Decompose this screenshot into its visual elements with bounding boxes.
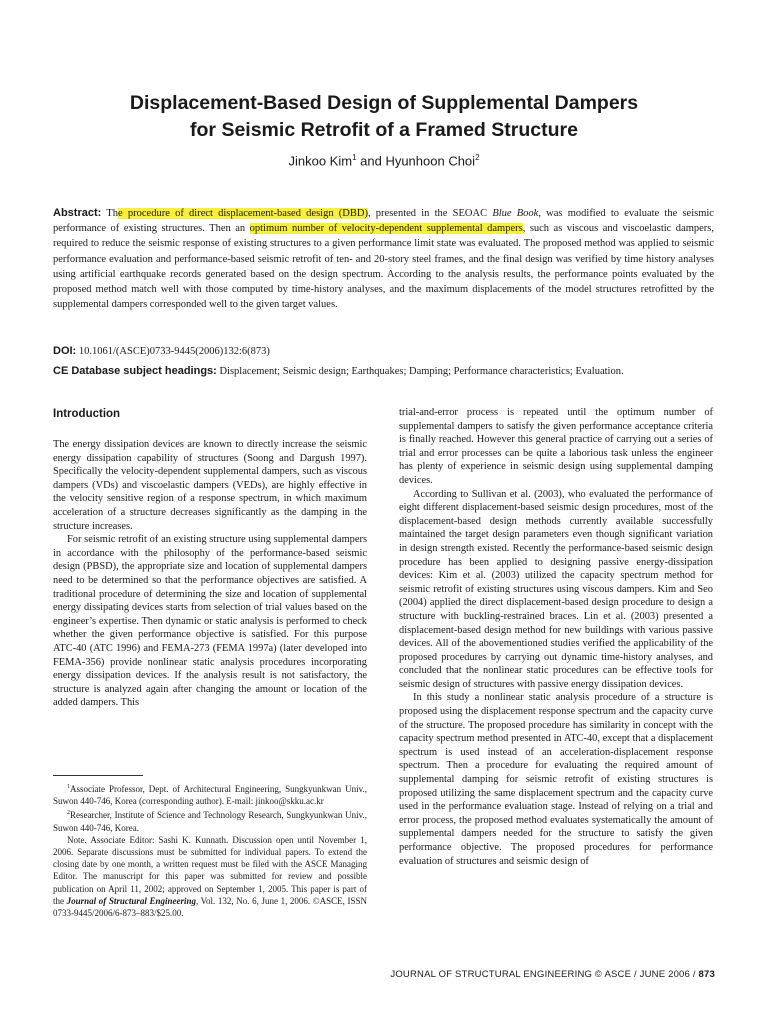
author-conjunction: and xyxy=(356,153,386,169)
footnote-2-mark: 2 xyxy=(67,810,70,817)
footnote-divider xyxy=(53,775,143,776)
doi-value: 10.1061/(ASCE)0733-9445(2006)132:6(873) xyxy=(76,346,270,357)
intro-paragraph-2: For seismic retrofit of an existing structure using supplemental dampers in accordance with the philosophy of the performance-based seismic design (PBSD), the appropriate size and location of supplemental dampers need to be determined so that the performance objectives are satisfied. A traditional procedure of determining the size and location of supplemental energy dissipating devices starts from selection of trial values based on the engineer’s expertise. Then dynamic or static analysis is performed to check whether the given performance objective is satisfied. For this purpose ATC-40 (ATC 1996) and FEMA-273 (FEMA 1997a) (later developed into FEMA-356) provide nonlinear static analysis procedures incorporating energy dissipation devices. If the analysis result is not satisfactory, the structure is analyzed again after changing the amount or location of the added dampers. This xyxy=(53,534,367,709)
footnotes xyxy=(53,781,367,919)
subject-headings xyxy=(53,365,714,377)
editorial-note-journal: Journal of Structural Engineering xyxy=(66,895,196,906)
section-heading-introduction: Introduction xyxy=(53,408,121,420)
page-number: 873 xyxy=(698,969,715,980)
footnote-1-text: Associate Professor, Dept. of Architectural Engineering, Sungkyunkwan Univ., Suwon 440-746, Korea (corresponding author). E-mail: jinkoo@skku.ac.kr xyxy=(53,784,367,807)
editorial-note-text: Note. Associate Editor: Sashi K. Kunnath. Discussion open until November 1, 2006. Separate discussions must be submitted for individual papers. To extend the closing date by one month, a written request must be filed with the ASCE Managing Editor. The manuscript for this paper was submitted for review and possible publication on April 11, 2002; approved on September 1, 2005. This paper is part of the xyxy=(53,834,367,906)
subject-headings-value: Displacement; Seismic design; Earthquakes; Damping; Performance characteristics; Evaluation. xyxy=(216,366,624,377)
doi-line xyxy=(53,345,714,357)
abstract-highlight-2: optimum number of velocity-dependent supplemental dampers xyxy=(249,223,523,235)
editorial-note-citation: , Vol. 132, No. 6, June 1, 2006. ©ASCE, ISSN 0733-9445/2006/6-873–883/$25.00. xyxy=(53,895,367,919)
abstract-highlight-1: e procedure of direct displacement-based design (DBD) xyxy=(118,208,368,219)
page-footer xyxy=(390,969,715,980)
title-line-2: for Seismic Retrofit of a Framed Structure xyxy=(190,119,578,141)
intro-paragraph-1: The energy dissipation devices are known to directly increase the seismic energy dissipation capability of structures (Soong and Dargush 1997). Specifically the velocity-dependent supplemental dampers, such as viscous dampers (VDs) and viscoelastic dampers (VEDs), are highly effective in the velocity sensitive region of a response spectrum, in which maximum acceleration of a structure decreases significantly as the damping in the structure increases. xyxy=(53,439,367,532)
footer-journal: JOURNAL OF STRUCTURAL ENGINEERING © ASCE / JUNE 2006 / xyxy=(390,969,699,980)
author-1: Jinkoo Kim xyxy=(288,153,353,169)
right-column-body xyxy=(399,406,713,868)
right-paragraph-1: trial-and-error process is repeated until the optimum number of supplemental dampers to satisfy the given performance acceptance criteria is finally reached. However this general practice of carrying out a series of trial and error processes can be quite a laborious task unless the engineer has plenty of experience in seismic design using supplemental damping devices. xyxy=(399,407,713,486)
paper-title xyxy=(0,90,768,144)
author-2-affiliation-mark: 2 xyxy=(475,153,480,162)
abstract xyxy=(53,206,714,312)
right-paragraph-3: In this study a nonlinear static analysis procedure of a structure is proposed using the displacement response spectrum and the capacity curve of the structure. The proposed procedure has similarity in concept with the capacity spectrum method presented in ATC-40, except that a displacement spectrum is used instead of an acceleration-displacement response spectrum. Then a procedure for evaluating the required amount of supplemental damping for seismic retrofit of existing structures is proposed utilizing the same displacement spectrum and the capacity curve used in the performance evaluation stage. Instead of relying on a trial and error process, the proposed method evaluates systematically the amount of supplemental dampers needed for the structure to satisfy the given performance objective. The proposed procedures for performance evaluation of structures and seismic design of xyxy=(399,692,713,867)
editorial-note xyxy=(53,834,367,919)
abstract-label: Abstract: xyxy=(53,207,102,219)
author-list xyxy=(0,153,768,168)
abstract-text-3: , was modified to evaluate the seismic performance of existing structures. Then an xyxy=(53,208,714,235)
subject-headings-label: CE Database subject headings: xyxy=(53,365,217,377)
abstract-text-4: , such as viscous and viscoelastic dampers, required to reduce the seismic response of existing structures to a given performance limit state was evaluated. The proposed method was applied to seismic performance evaluation and performance-based seismic retrofit of ten- and 20-story steel frames, and the final design was verified by time history analyses using artificial earthquake records generated based on the design spectrum. According to the analysis results, the performance points evaluated by the proposed method match well with those computed by time-history analyses, and the maximum displacements of the model structures retrofitted by the supplemental dampers corresponded well to the given target values. xyxy=(53,223,714,311)
right-paragraph-2: According to Sullivan et al. (2003), who evaluated the performance of eight different displacement-based seismic design procedures, most of the displacement-based design methods currently available successfully maintained the target design parameters even though significant variation in design strength existed. Recently the performance-based seismic design procedure has been applied to designing passive energy-dissipation devices: Kim et al. (2003) utilized the capacity spectrum method for seismic retrofit of existing structures using viscous dampers. Kim and Seo (2004) applied the direct displacement-based design procedure to design a structure with buckling-restrained braces. Lin et al. (2003) presented a displacement-based design method for new buildings with various passive devices. All of the abovementioned studies verified the applicability of the proposed procedures by carrying out dynamic time-history analyses, and concluded that the nonlinear static procedures can be effective tools for seismic design of structures with passive energy dissipation devices. xyxy=(399,488,713,690)
left-column-body xyxy=(53,438,367,710)
footnote-1-mark: 1 xyxy=(67,784,70,790)
abstract-text-2: , presented in the SEOAC xyxy=(367,208,493,219)
abstract-book-title: Blue Book xyxy=(492,208,539,219)
footnote-2-text: Researcher, Institute of Science and Technology Research, Sungkyunkwan Univ., Suwon 440-746, Korea. xyxy=(53,810,367,833)
footnote-2 xyxy=(53,807,367,833)
author-2: Hyunhoon Choi xyxy=(385,153,476,169)
abstract-text-1: Th xyxy=(101,208,118,219)
footnote-1 xyxy=(53,781,367,807)
title-line-1: Displacement-Based Design of Supplemental Dampers xyxy=(129,92,639,114)
doi-label: DOI: xyxy=(53,345,77,357)
author-1-affiliation-mark: 1 xyxy=(352,153,357,162)
